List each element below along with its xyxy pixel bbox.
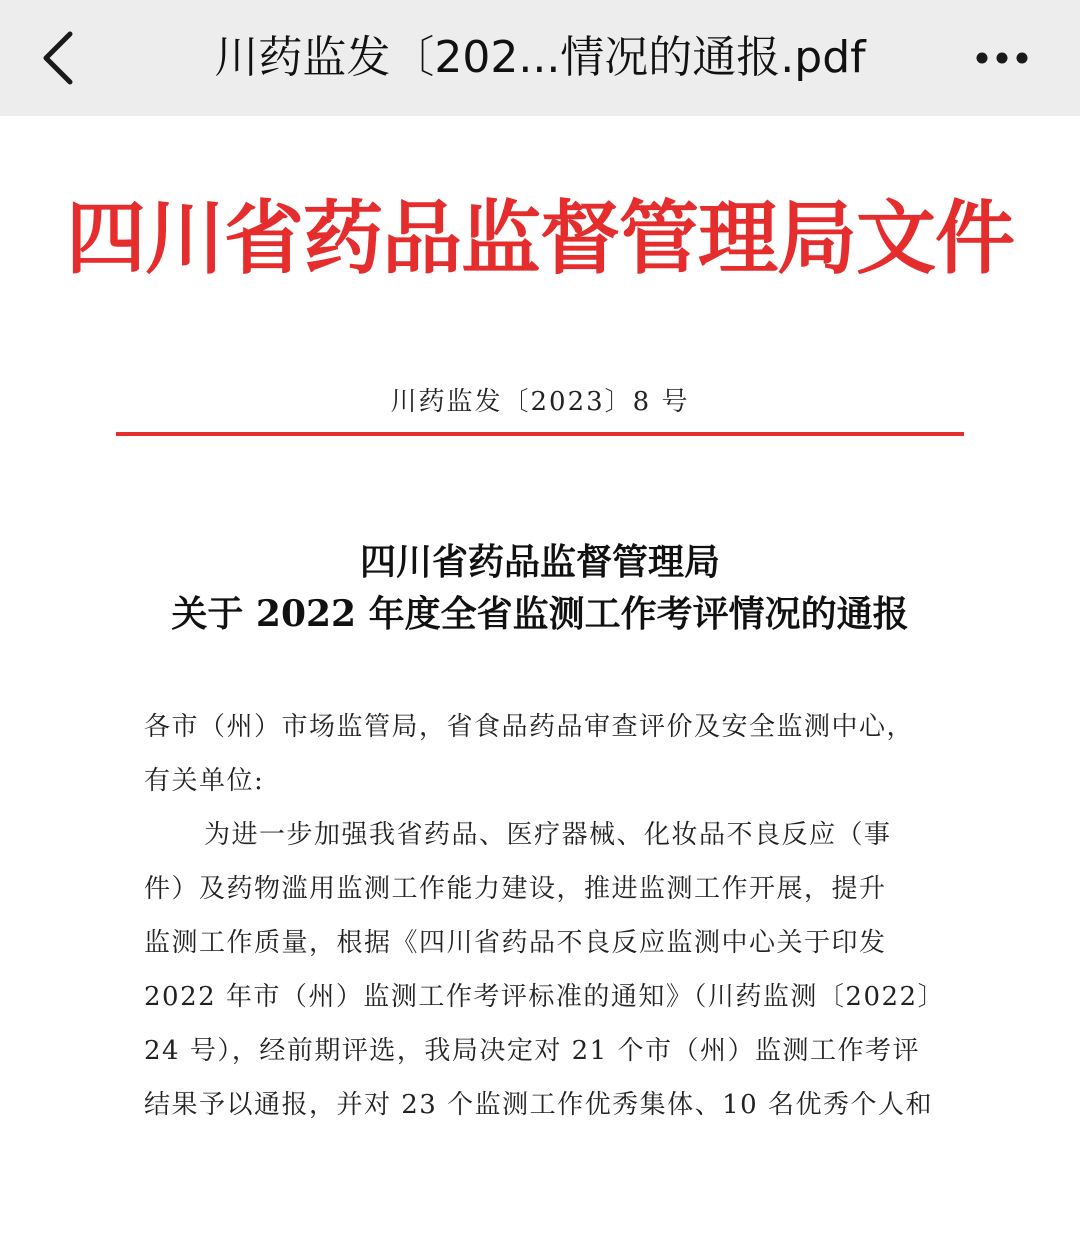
top-navigation-bar	[0, 0, 1080, 116]
salutation-line-1: 各市（州）市场监管局，省食品药品审查评价及安全监测中心，	[144, 712, 915, 742]
notice-title-line-1: 四川省药品监督管理局	[359, 541, 720, 583]
salutation-line-2: 有关单位:	[144, 766, 265, 796]
body-paragraph	[144, 808, 946, 1132]
more-horizontal-icon	[964, 22, 1044, 94]
red-divider-line	[116, 432, 964, 436]
pdf-page	[0, 116, 1080, 1237]
paragraph-line: 结果予以通报，并对 23 个监测工作优秀集体、10 名优秀个人和	[144, 1090, 933, 1120]
notice-title	[100, 536, 980, 640]
document-number: 川药监发〔2023〕8 号	[390, 387, 690, 417]
paragraph-line: 为进一步加强我省药品、医疗器械、化妆品不良反应（事	[204, 820, 892, 850]
document-title: 川药监发〔202...情况的通报.pdf	[214, 32, 866, 83]
chevron-left-icon	[30, 22, 94, 94]
back-button[interactable]	[30, 22, 94, 94]
paragraph-line: 件）及药物滥用监测工作能力建设，推进监测工作开展，提升	[144, 874, 887, 904]
more-options-button[interactable]	[964, 22, 1044, 94]
notice-title-line-2: 关于 2022 年度全省监测工作考评情况的通报	[171, 593, 909, 635]
paragraph-line: 24 号），经前期评选，我局决定对 21 个市（州）监测工作考评	[144, 1036, 920, 1066]
document-masthead: 四川省药品监督管理局文件	[66, 191, 1014, 285]
paragraph-line: 监测工作质量，根据《四川省药品不良反应监测中心关于印发	[144, 928, 887, 958]
paragraph-line: 2022 年市（州）监测工作考评标准的通知》（川药监测〔2022〕	[144, 982, 946, 1012]
salutation	[144, 700, 936, 808]
